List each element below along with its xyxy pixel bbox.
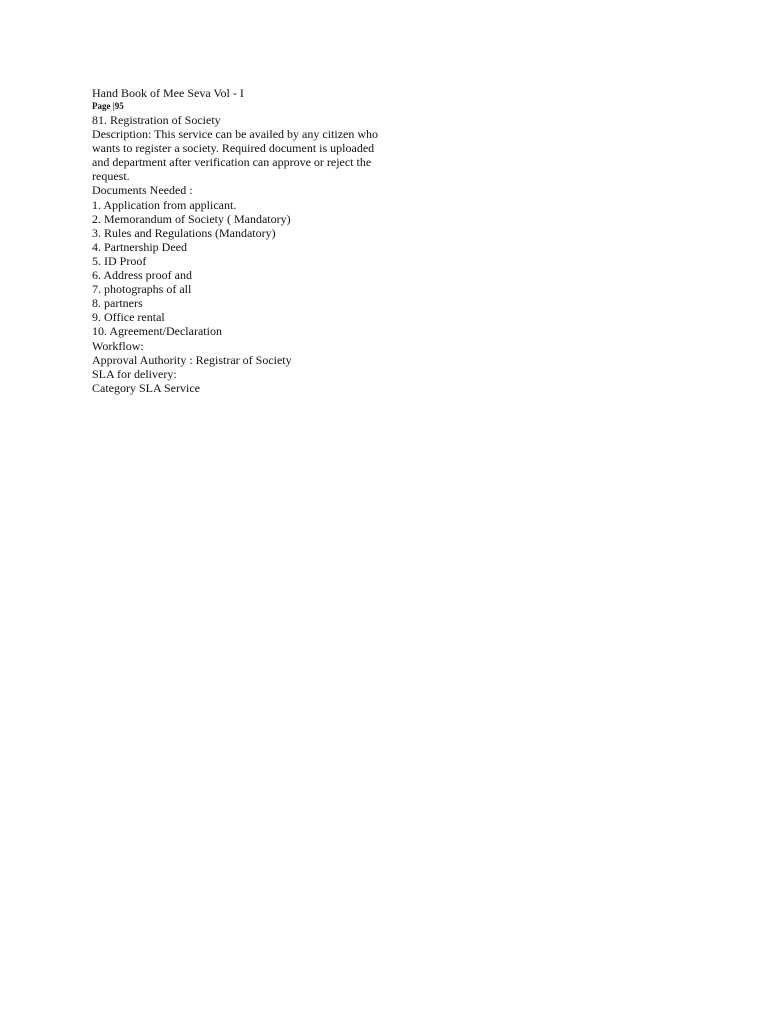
description-block bbox=[92, 127, 432, 183]
approval-authority: Approval Authority : Registrar of Society bbox=[92, 352, 292, 367]
document-item: 6. Address proof and bbox=[92, 268, 192, 283]
document-item: 8. partners bbox=[92, 296, 143, 311]
document-item: 9. Office rental bbox=[92, 310, 165, 325]
document-item: 2. Memorandum of Society ( Mandatory) bbox=[92, 211, 291, 226]
document-item: 4. Partnership Deed bbox=[92, 239, 187, 254]
document-item: 3. Rules and Regulations (Mandatory) bbox=[92, 225, 276, 240]
document-item: 1. Application from applicant. bbox=[92, 197, 237, 212]
category-line: Category SLA Service bbox=[92, 380, 200, 395]
handbook-title: Hand Book of Mee Seva Vol - I bbox=[92, 86, 244, 100]
workflow-label: Workflow: bbox=[92, 338, 144, 353]
documents-heading: Documents Needed : bbox=[92, 183, 193, 198]
page-number: Page |95 bbox=[92, 101, 124, 111]
section-title: 81. Registration of Society bbox=[92, 113, 221, 127]
description-line: request. bbox=[92, 169, 130, 184]
document-item: 5. ID Proof bbox=[92, 253, 147, 268]
document-item: 7. photographs of all bbox=[92, 282, 192, 297]
description-line: and department after verification can approve or reject the bbox=[92, 155, 372, 170]
documents-list bbox=[92, 198, 432, 339]
document-item: 10. Agreement/Declaration bbox=[92, 324, 222, 339]
sla-label: SLA for delivery: bbox=[92, 366, 177, 381]
description-line: wants to register a society. Required document is uploaded bbox=[92, 141, 375, 156]
document-page bbox=[92, 86, 432, 395]
description-line: Description: This service can be availed by any citizen who bbox=[92, 127, 379, 142]
